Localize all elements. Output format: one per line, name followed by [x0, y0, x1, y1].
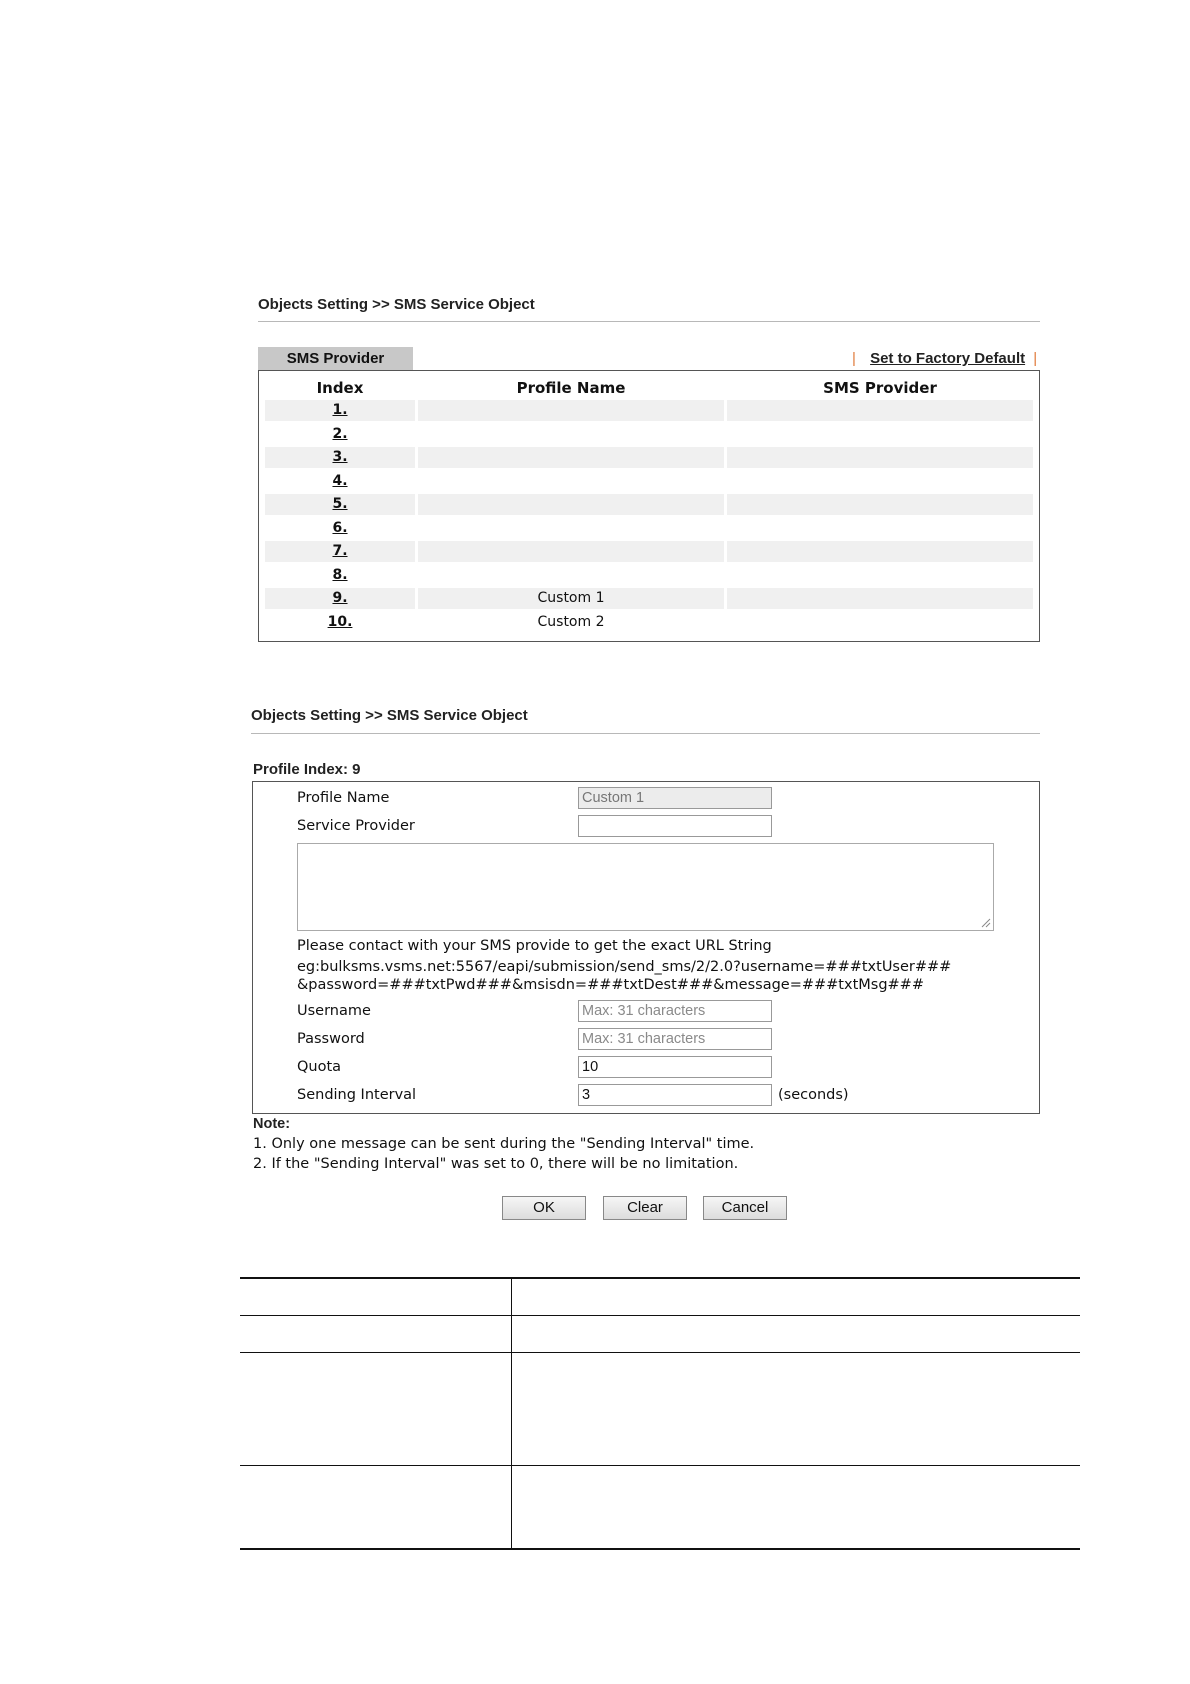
- row-sms-provider: [727, 541, 1033, 562]
- service-provider-input[interactable]: [578, 815, 772, 837]
- sending-interval-input[interactable]: 3: [578, 1084, 772, 1106]
- row-profile-name: [418, 518, 724, 539]
- seconds-unit-label: (seconds): [778, 1087, 849, 1103]
- row-profile-name: [418, 565, 724, 586]
- title-divider: [251, 733, 1040, 734]
- row-profile-name: [418, 541, 724, 562]
- row-profile-name: [418, 447, 724, 468]
- row-sms-provider: [727, 400, 1033, 421]
- column-header-index: Index: [316, 379, 364, 397]
- password-label: Password: [297, 1031, 365, 1047]
- row-profile-name: [418, 400, 724, 421]
- row-sms-provider: [727, 494, 1033, 515]
- username-label: Username: [297, 1003, 371, 1019]
- note-title: Note:: [253, 1116, 291, 1132]
- url-string-textarea[interactable]: [297, 843, 994, 931]
- title-divider: [258, 321, 1040, 322]
- password-input[interactable]: Max: 31 characters: [578, 1028, 772, 1050]
- table-top-rule: [240, 1277, 1080, 1279]
- row-index-link[interactable]: 3.: [265, 447, 415, 468]
- table-row-divider: [240, 1352, 1080, 1353]
- row-sms-provider: [727, 424, 1033, 445]
- quota-label: Quota: [297, 1059, 342, 1075]
- username-input[interactable]: Max: 31 characters: [578, 1000, 772, 1022]
- page-title-edit: Objects Setting >> SMS Service Object: [251, 707, 528, 724]
- sending-interval-label: Sending Interval: [297, 1087, 417, 1103]
- url-example-line-1: eg:bulksms.vsms.net:5567/eapi/submission/send_sms/2/2.0?username=###txtUser###: [297, 959, 952, 975]
- page-title-list: Objects Setting >> SMS Service Object: [258, 296, 535, 313]
- tab-sms-provider[interactable]: SMS Provider: [258, 347, 413, 370]
- row-sms-provider: [727, 612, 1033, 633]
- row-index-link[interactable]: 1.: [265, 400, 415, 421]
- cancel-button[interactable]: Cancel: [703, 1196, 787, 1220]
- row-sms-provider: [727, 471, 1033, 492]
- row-sms-provider: [727, 588, 1033, 609]
- row-index-link[interactable]: 5.: [265, 494, 415, 515]
- note-item: 2. If the "Sending Interval" was set to 0, there will be no limitation.: [253, 1156, 739, 1172]
- separator: |: [1033, 350, 1038, 367]
- ok-button[interactable]: OK: [502, 1196, 586, 1220]
- row-profile-name: [418, 424, 724, 445]
- row-index-link[interactable]: 7.: [265, 541, 415, 562]
- row-index-link[interactable]: 10.: [327, 614, 353, 630]
- set-to-factory-default-link[interactable]: Set to Factory Default: [870, 350, 1026, 367]
- resize-handle-icon[interactable]: [981, 918, 991, 928]
- table-bottom-rule: [240, 1548, 1080, 1550]
- row-index-link[interactable]: 8.: [332, 567, 348, 583]
- column-header-sms-provider: SMS Provider: [823, 379, 937, 397]
- profile-name-input: Custom 1: [578, 787, 772, 809]
- row-index-link[interactable]: 4.: [332, 473, 348, 489]
- row-index-link[interactable]: 2.: [332, 426, 348, 442]
- row-profile-name: [418, 494, 724, 515]
- row-index-link[interactable]: 9.: [265, 588, 415, 609]
- table-column-divider: [511, 1277, 512, 1550]
- table-row-divider: [240, 1315, 1080, 1316]
- row-sms-provider: [727, 518, 1033, 539]
- separator: |: [852, 350, 856, 367]
- service-provider-label: Service Provider: [297, 818, 415, 834]
- clear-button[interactable]: Clear: [603, 1196, 687, 1220]
- row-sms-provider: [727, 565, 1033, 586]
- factory-default-bar: [852, 350, 1037, 367]
- row-sms-provider: [727, 447, 1033, 468]
- row-profile-name: Custom 2: [537, 614, 605, 630]
- row-profile-name: [418, 471, 724, 492]
- profile-index-label: Profile Index: 9: [253, 761, 361, 778]
- row-profile-name: Custom 1: [418, 588, 724, 609]
- column-header-profile-name: Profile Name: [516, 379, 626, 397]
- quota-input[interactable]: 10: [578, 1056, 772, 1078]
- table-row-divider: [240, 1465, 1080, 1466]
- row-index-link[interactable]: 6.: [332, 520, 348, 536]
- note-item: 1. Only one message can be sent during the "Sending Interval" time.: [253, 1136, 755, 1152]
- url-hint-text: Please contact with your SMS provide to get the exact URL String: [297, 938, 772, 954]
- profile-name-label: Profile Name: [297, 790, 390, 806]
- url-example-line-2: &password=###txtPwd###&msisdn=###txtDest###&message=###txtMsg###: [297, 977, 924, 993]
